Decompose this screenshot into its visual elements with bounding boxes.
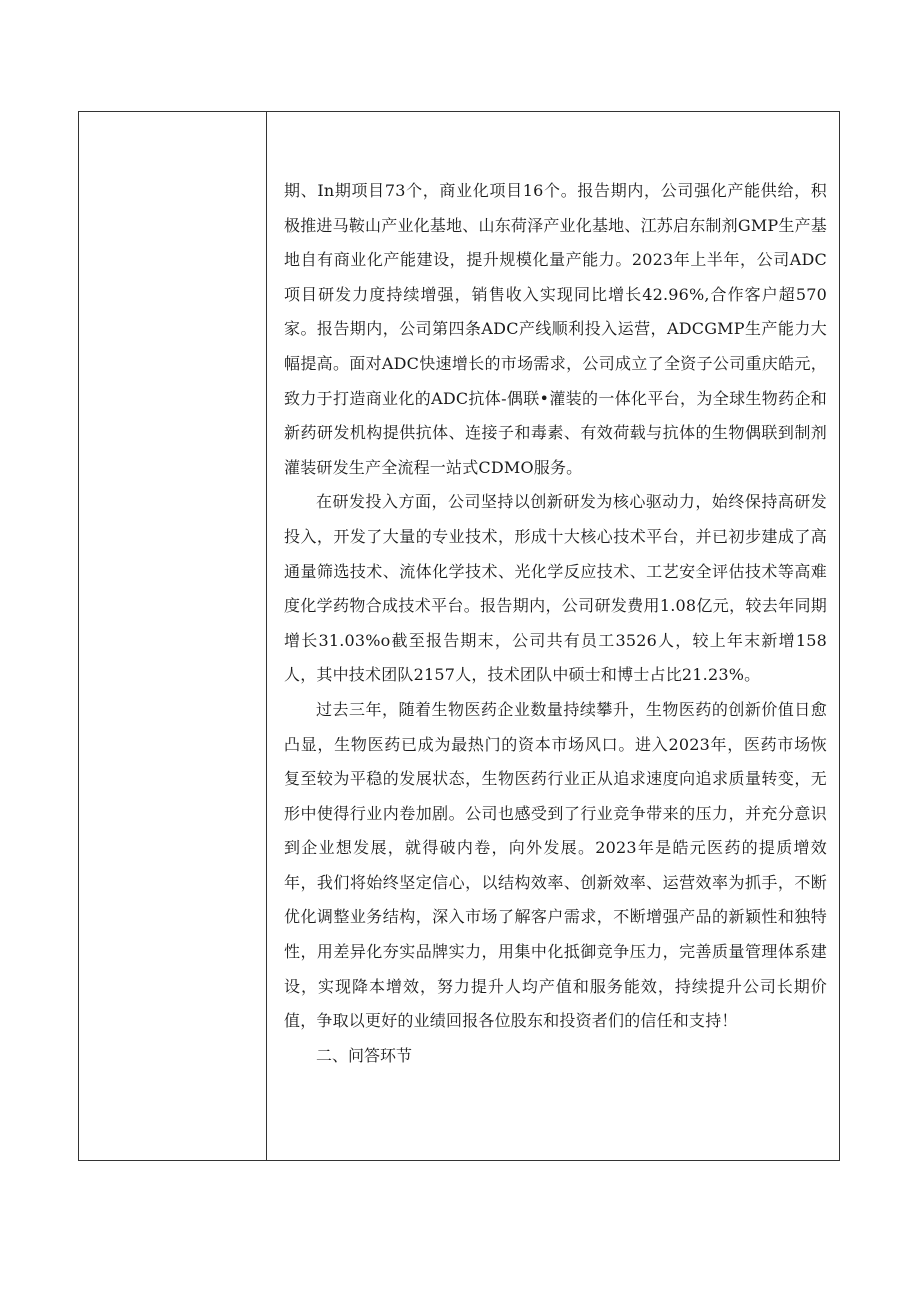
record-table	[78, 111, 840, 1161]
paragraph-rd-investment: 在研发投入方面，公司坚持以创新研发为核心驱动力，始终保持高研发投入，开发了大量的专业技术，形成十大核心技术平台，并已初步建成了高通量筛选技术、流体化学技术、光化学反应技术、工艺安全评估技术等高难度化学药物合成技术平台。报告期内，公司研发费用1.08亿元，较去年同期增长31.03%o截至报告期末，公司共有员工3526人，较上年末新增158人，其中技术团队2157人，技术团队中硕士和博士占比21.23%。	[284, 492, 827, 685]
label-cell	[79, 112, 267, 1160]
content-cell	[267, 112, 839, 1160]
paragraph-continuation: 期、In期项目73个，商业化项目16个。报告期内，公司强化产能供给，积极推进马鞍山产业化基地、山东荷泽产业化基地、江苏启东制剂GMP生产基地自有商业化产能建设，提升规模化量产能力。2023年上半年，公司ADC项目研发力度持续增强，销售收入实现同比增长42.96%,合作客户超570家。报告期内，公司第四条ADC产线顺利投入运营，ADCGMP生产能力大幅提高。面对ADC快速增长的市场需求，公司成立了全资子公司重庆皓元，致力于打造商业化的ADC抗体-偶联•灌装的一体化平台，为全球生物药企和新药研发机构提供抗体、连接子和毒素、有效荷载与抗体的生物偶联到制剂灌装研发生产全流程一站式CDMO服务。	[284, 181, 827, 477]
paragraph-outlook: 过去三年，随着生物医药企业数量持续攀升，生物医药的创新价值日愈凸显，生物医药已成为最热门的资本市场风口。进入2023年，医药市场恢复至较为平稳的发展状态，生物医药行业正从追求速度向追求质量转变，无形中使得行业内卷加剧。公司也感受到了行业竞争带来的压力，并充分意识到企业想发展，就得破内卷，向外发展。2023年是皓元医药的提质增效年，我们将始终坚定信心，以结构效率、创新效率、运营效率为抓手，不断优化调整业务结构，深入市场了解客户需求，不断增强产品的新颖性和独特性，用差异化夯实品牌实力，用集中化抵御竞争压力，完善质量管理体系建设，实现降本增效，努力提升人均产值和服务能效，持续提升公司长期价值，争取以更好的业绩回报各位股东和投资者们的信任和支持！	[284, 699, 827, 1031]
section-heading-qa: 二、问答环节	[316, 1045, 413, 1065]
